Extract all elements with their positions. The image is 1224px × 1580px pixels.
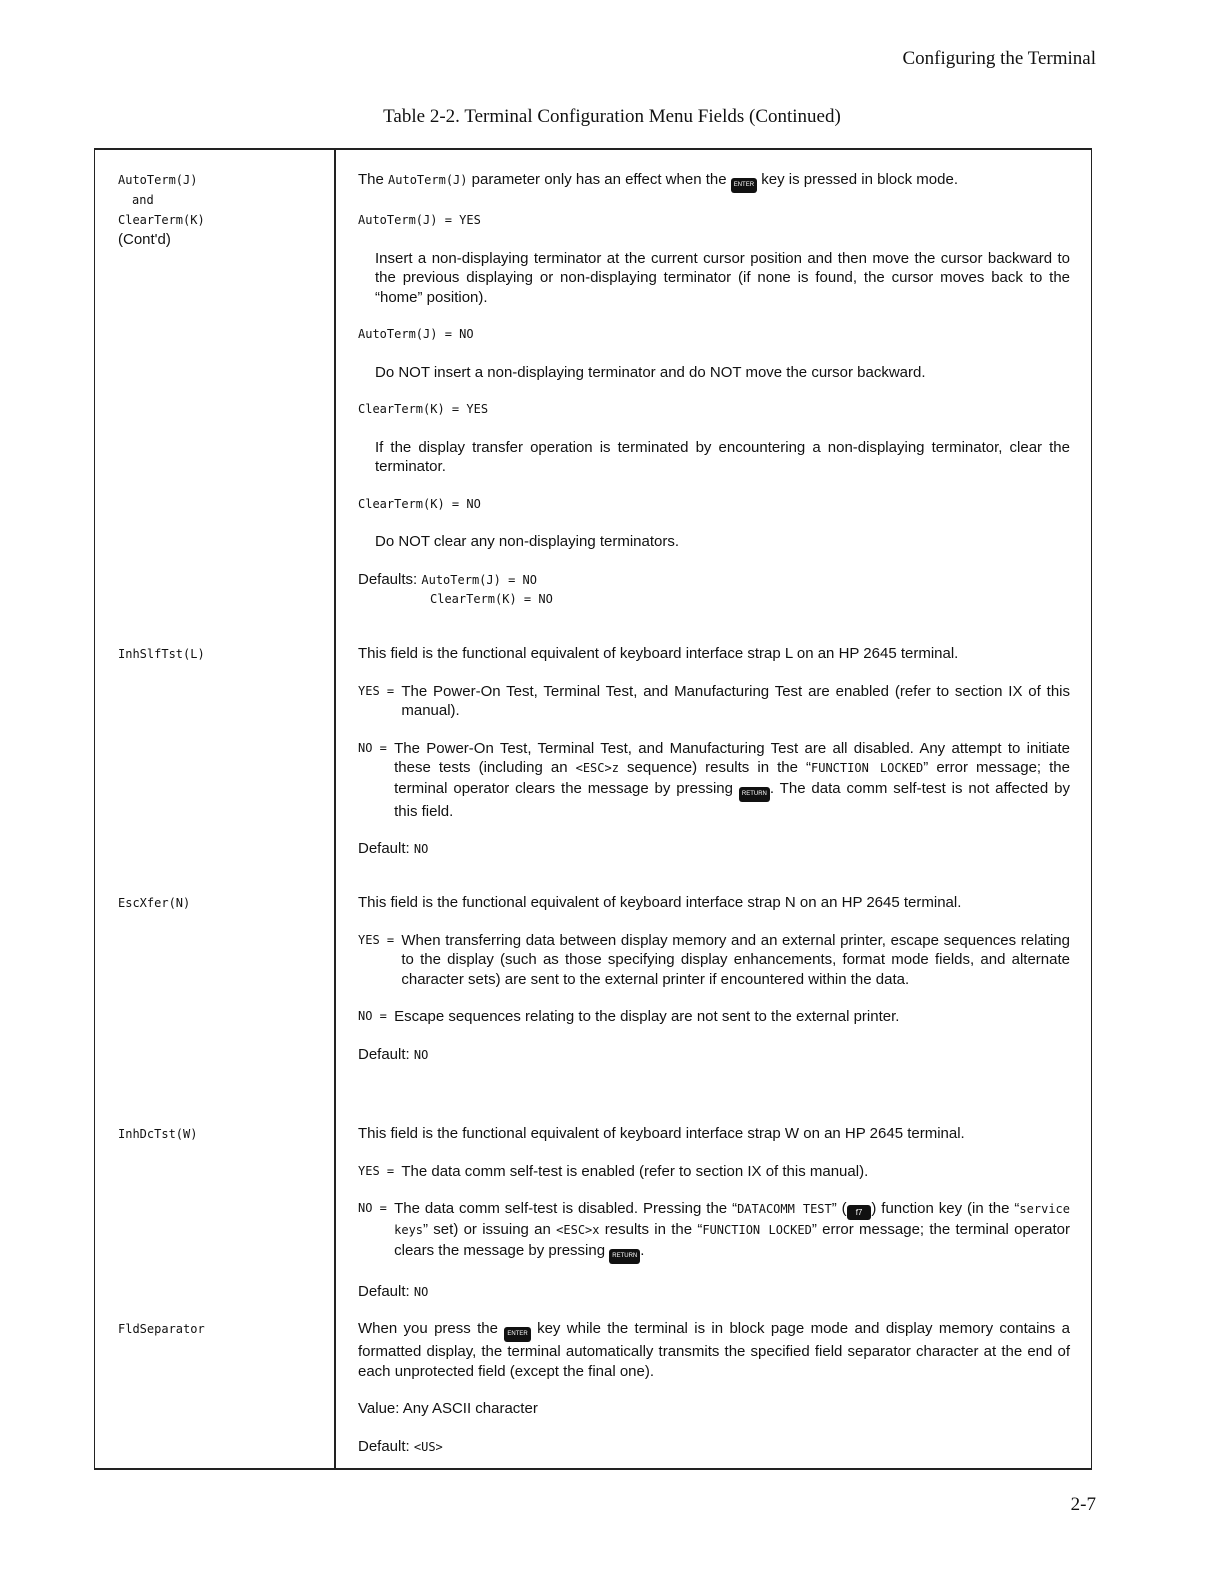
description-inhdctst [358,1124,1070,1302]
clearterm-defaults: ClearTerm(K) = NO [430,592,553,606]
fldseparator-value: Value: Any ASCII character [358,1400,538,1417]
field-name-fldseparator: FldSeparator [118,1322,205,1336]
description-fldseparator [358,1319,1070,1457]
clearterm-yes-label: ClearTerm(K) = YES [358,402,489,416]
inhdctst-yes: YES = The data comm self-test is enabled (refer to section IX of this manual). [358,1162,869,1180]
inhslftst-intro: This field is the functional equivalent of keyboard interface strap L on an HP 2645 terminal. [358,645,959,662]
description-autoterm [358,170,1070,610]
field-name-escxfer: EscXfer(N) [118,896,191,910]
escxfer-yes: YES = When transferring data between display memory and an external printer, escape sequences relating to the display (such as those specifying display enhancements, format mode fields, and alternate character sets) are sent to the external printer if encountered within the data. [358,931,1070,988]
escxfer-default: Default: NO [358,1045,429,1063]
autoterm-yes-label: AutoTerm(J) = YES [358,213,481,227]
field-name-autoterm [118,170,205,250]
enter-key-icon: ENTER [731,178,757,193]
field-name-inhdctst: InhDcTst(W) [118,1127,198,1141]
inhslftst-no: NO = The Power-On Test, Terminal Test, and Manufacturing Test are all disabled. Any attempt to initiate these tests (including an <ESC>z sequence) results in the “FUNCTION LOCKED” error message; the terminal operator clears the message by pressing RETURN . The data comm self-test is not affected by this field. [358,739,1070,820]
field-and: and [132,193,154,207]
field-name-inhslftst: InhSlfTst(L) [118,647,205,661]
inhdctst-intro: This field is the functional equivalent of keyboard interface strap W on an HP 2645 terminal. [358,1125,965,1142]
f7-key-icon: f7 [847,1205,872,1220]
autoterm-no-text: Do NOT insert a non-displaying terminator and do NOT move the cursor backward. [375,363,926,381]
clearterm-yes-text: If the display transfer operation is terminated by encountering a non-displaying terminator, clear the terminator. [375,438,1070,475]
inhdctst-default: Default: NO [358,1282,429,1300]
inhslftst-default: Default: NO [358,840,429,857]
autoterm-no-label: AutoTerm(J) = NO [358,327,474,341]
autoterm-yes-text: Insert a non-displaying terminator at the current cursor position and then move the cursor backward to the previous displaying or non-displaying terminator (if none is found, the cursor moves back to the “home” position). [375,249,1070,306]
fldseparator-intro: When you press the ENTER key while the terminal is in block page mode and display memory contains a formatted display, the terminal automatically transmits the specified field separator character at the end of each unprotected field (except the final one). [358,1320,1070,1380]
field-contd: (Cont'd) [118,231,171,248]
table-caption: Table 2-2. Terminal Configuration Menu Fields (Continued) [383,106,841,127]
description-escxfer [358,893,1070,1065]
field-clearterm-k: ClearTerm(K) [118,213,205,227]
clearterm-no-text: Do NOT clear any non-displaying terminators. [375,533,680,550]
running-header: Configuring the Terminal [902,48,1096,69]
return-key-icon: RETURN [609,1249,640,1264]
autoterm-intro: The AutoTerm(J) parameter only has an effect when the ENTER key is pressed in block mode. [358,170,1070,193]
inhdctst-no: NO = The data comm self-test is disabled. Pressing the “DATACOMM TEST” ( f7 ) function key (in the “service keys” set) or issuing an <ESC>x results in the “FUNCTION LOCKED” error message; the terminal operator clears the message by pressing RETURN . [358,1199,1070,1264]
escxfer-no: NO = Escape sequences relating to the display are not sent to the external printer. [358,1008,900,1025]
clearterm-no-label: ClearTerm(K) = NO [358,496,481,511]
autoterm-defaults: Defaults: AutoTerm(J) = NO [358,570,537,588]
column-divider [334,148,336,1470]
description-inhslftst [358,644,1070,860]
fldseparator-default: Default: <US> [358,1437,443,1455]
inhslftst-yes: YES = The Power-On Test, Terminal Test, and Manufacturing Test are enabled (refer to section IX of this manual). [358,682,1070,719]
return-key-icon: RETURN [739,787,770,802]
enter-key-icon: ENTER [504,1327,530,1342]
page-number: 2-7 [1070,1494,1096,1515]
field-autoterm-j: AutoTerm(J) [118,173,198,187]
escxfer-intro: This field is the functional equivalent of keyboard interface strap N on an HP 2645 terminal. [358,894,962,911]
